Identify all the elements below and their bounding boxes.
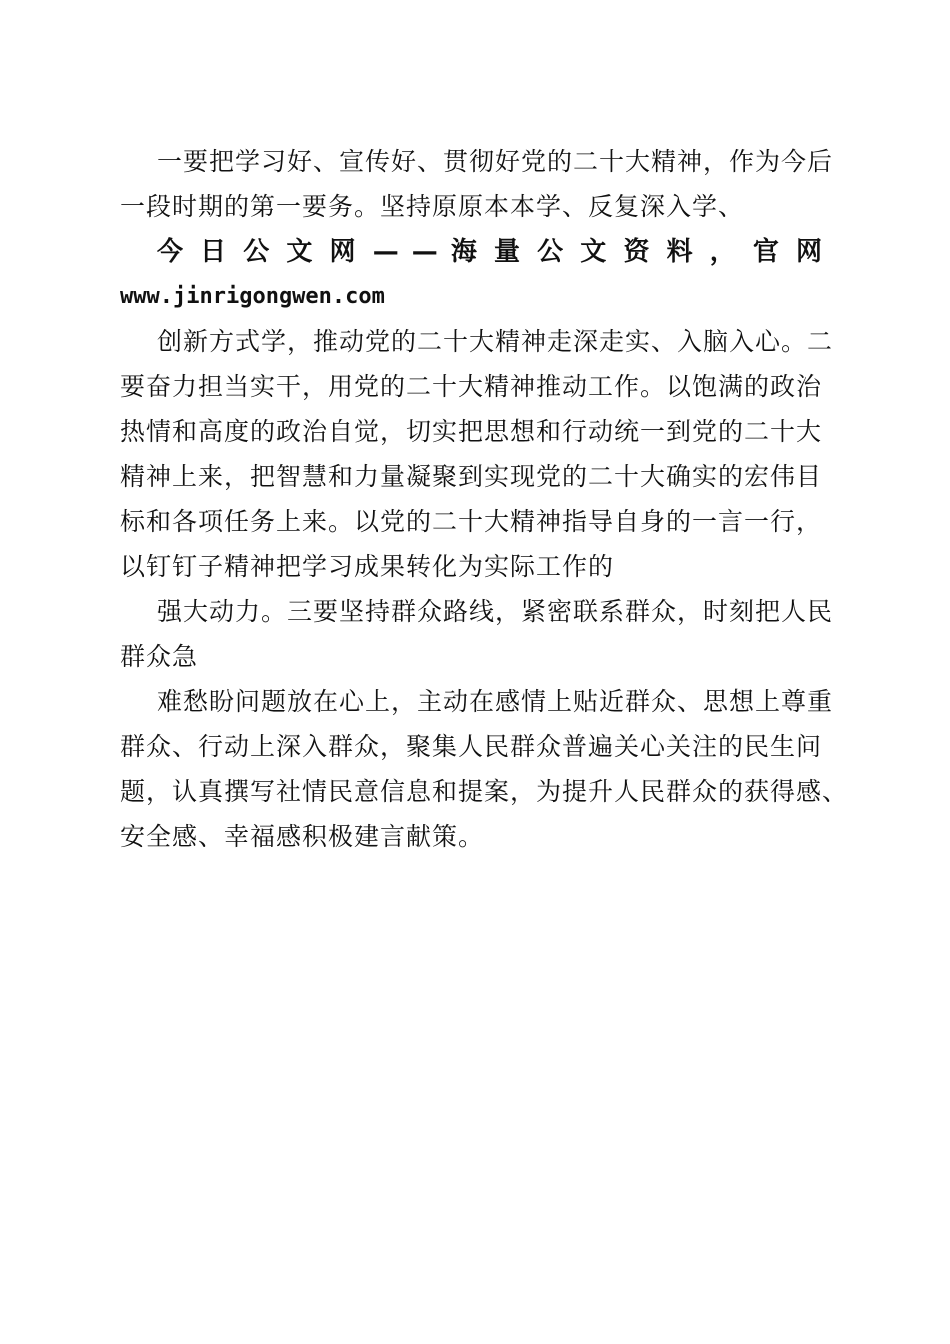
paragraph-3-line-2: 群众急: [120, 642, 199, 671]
paragraph-4-line-4: 安全感、幸福感积极建言献策。: [120, 822, 485, 851]
paragraph-4-line-1: 难愁盼问题放在心上，主动在感情上贴近群众、思想上尊重: [157, 687, 834, 716]
paragraph-2-line-1: 创新方式学，推动党的二十大精神走深走实、入脑入心。二: [157, 327, 834, 356]
paragraph-1-line-2: 一段时期的第一要务。坚持原原本本学、反复深入学、: [120, 192, 745, 221]
paragraph-2-line-2: 要奋力担当实干，用党的二十大精神推动工作。以饱满的政治: [120, 372, 823, 401]
paragraph-2-line-3: 热情和高度的政治自觉，切实把思想和行动统一到党的二十大: [120, 417, 823, 446]
paragraph-2-line-5: 标和各项任务上来。以党的二十大精神指导自身的一言一行，: [120, 507, 823, 536]
watermark-banner: 今 日 公 文 网 — — 海 量 公 文 资 料 ， 官 网: [157, 237, 822, 267]
website-url: www.jinrigongwen.com: [120, 284, 385, 309]
paragraph-1-line-1: 一要把学习好、宣传好、贯彻好党的二十大精神，作为今后: [157, 147, 834, 176]
paragraph-2-line-6: 以钉钉子精神把学习成果转化为实际工作的: [120, 552, 615, 581]
paragraph-3-line-1: 强大动力。三要坚持群众路线，紧密联系群众，时刻把人民: [157, 597, 834, 626]
paragraph-4-line-3: 题，认真撰写社情民意信息和提案，为提升人民群众的获得感、: [120, 777, 849, 806]
paragraph-4-line-2: 群众、行动上深入群众，聚集人民群众普遍关心关注的民生问: [120, 732, 823, 761]
paragraph-2-line-4: 精神上来，把智慧和力量凝聚到实现党的二十大确实的宏伟目: [120, 462, 823, 491]
